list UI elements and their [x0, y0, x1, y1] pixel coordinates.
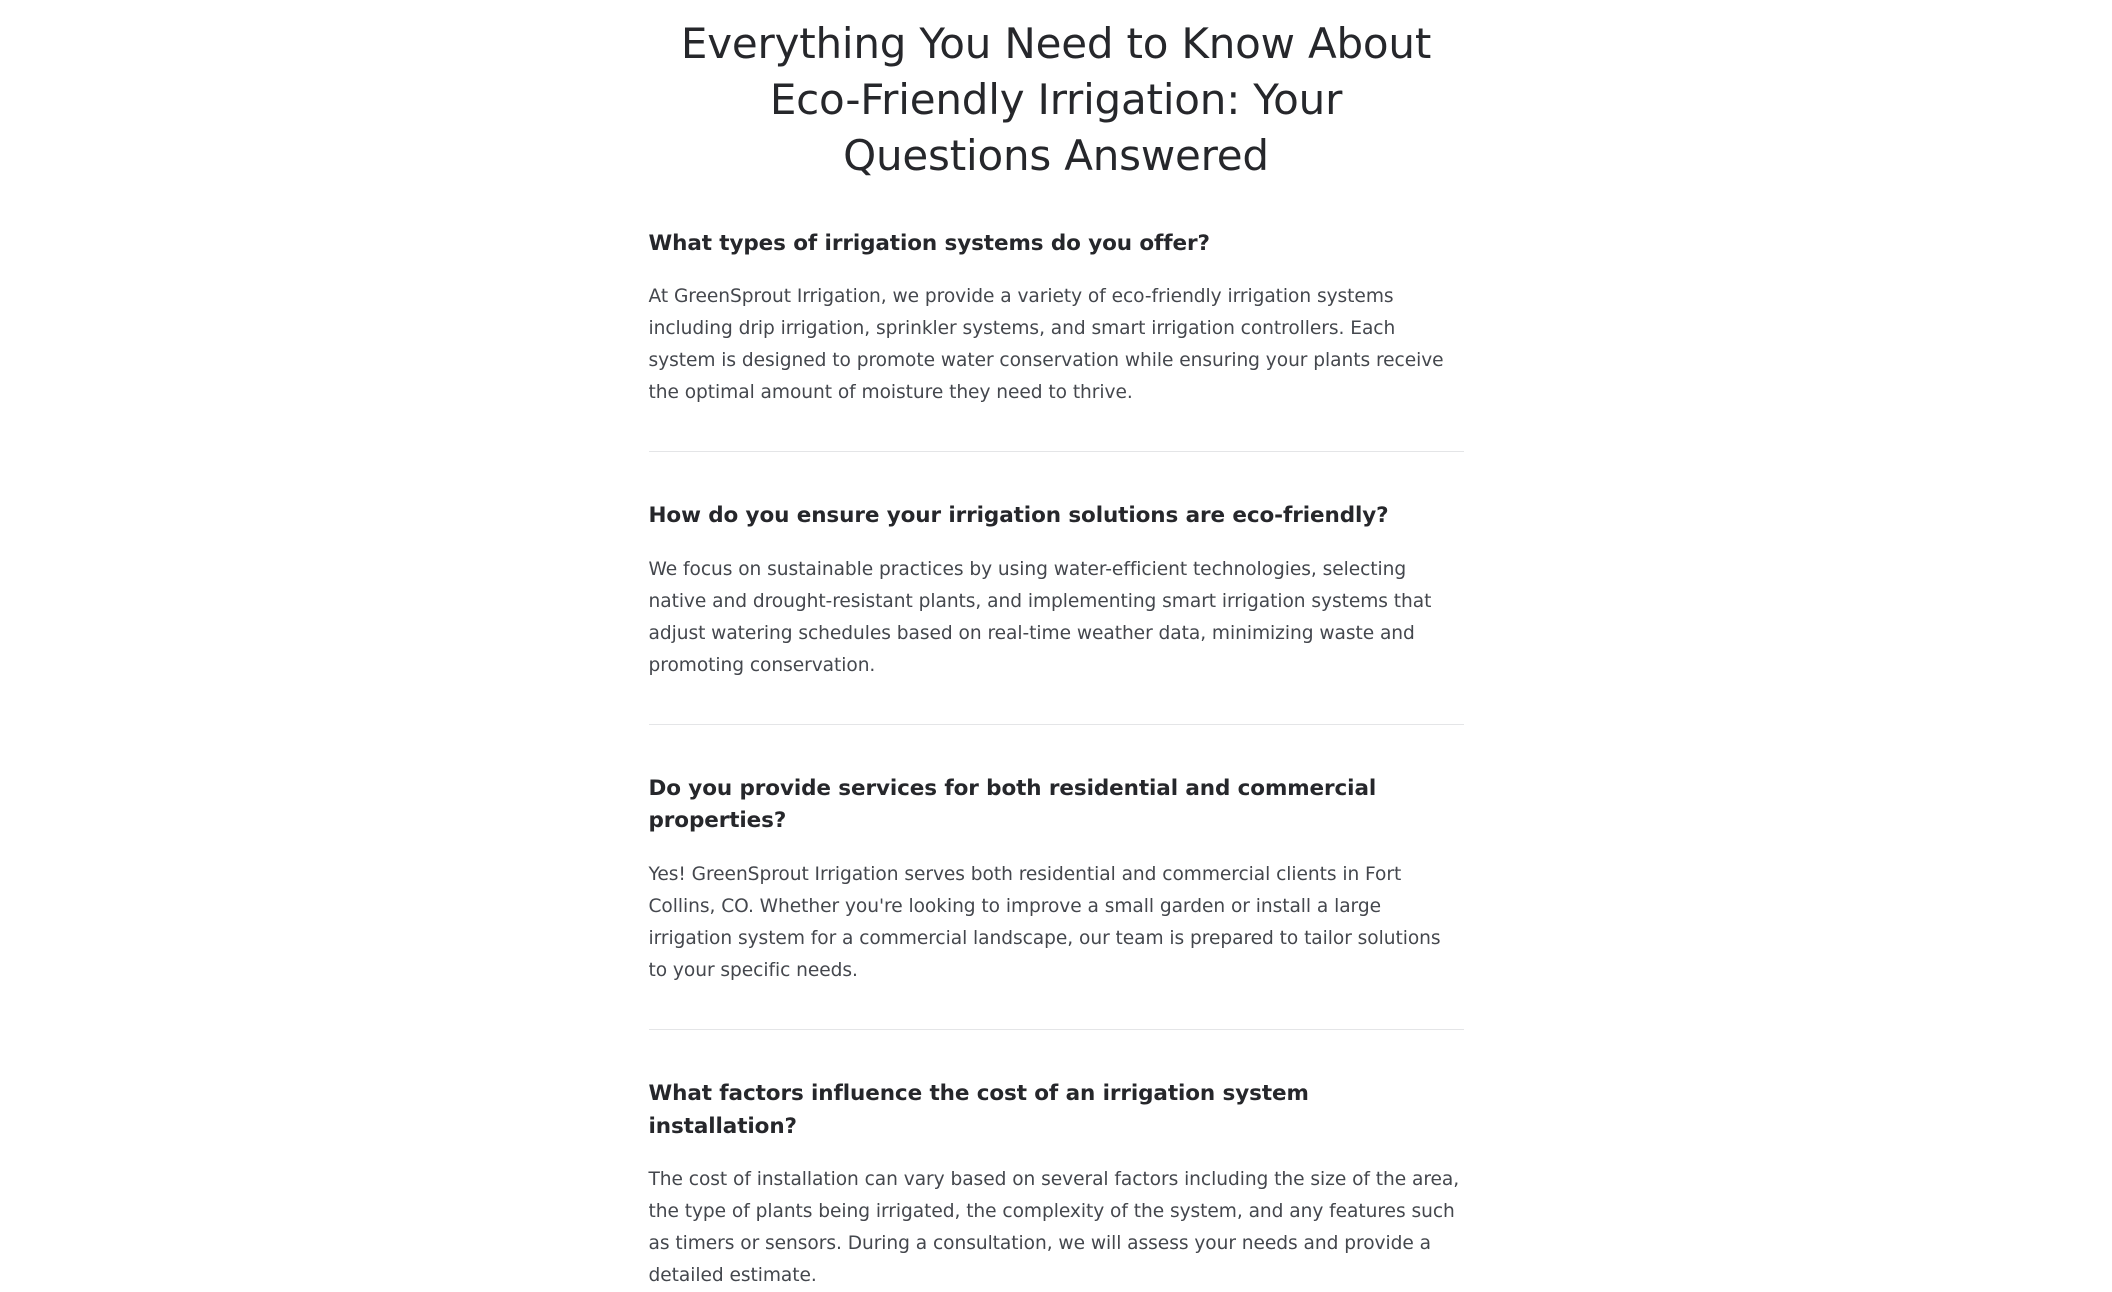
- page-title: Everything You Need to Know About Eco-Friendly Irrigation: Your Questions Answered: [680, 19, 1432, 180]
- faq-item: [649, 500, 1464, 682]
- faq-question[interactable]: What factors influence the cost of an irrigation system installation?: [648, 1080, 1309, 1139]
- faq-item: [649, 773, 1464, 987]
- faq-question[interactable]: What types of irrigation systems do you offer?: [648, 230, 1210, 256]
- faq-gap: [649, 452, 1464, 500]
- faq-answer: At GreenSprout Irrigation, we provide a variety of eco-friendly irrigation systems including drip irrigation, sprinkler systems, and smart irrigation controllers. Each system is designed to promote water conservation while ensuring your plants receive the optimal amount of moisture they need to thrive.: [648, 286, 1444, 404]
- faq-gap: [649, 725, 1464, 773]
- faq-question[interactable]: Do you provide services for both residential and commercial properties?: [648, 775, 1377, 834]
- faq-answer: We focus on sustainable practices by using water-efficient technologies, selecting native and drought-resistant plants, and implementing smart irrigation systems that adjust watering schedules based on real-time weather data, minimizing waste and promoting conservation.: [648, 558, 1432, 676]
- faq-question[interactable]: How do you ensure your irrigation solutions are eco-friendly?: [648, 503, 1389, 529]
- faq-gap: [649, 1030, 1464, 1078]
- faq-gap: [649, 682, 1464, 724]
- faq-gap: [649, 987, 1464, 1029]
- faq-list: [649, 184, 1464, 1292]
- faq-answer: The cost of installation can vary based on several factors including the size of the area, the type of plants being irrigated, the complexity of the system, and any features such as timers or sensors. During a consultation, we will assess your needs and provide a detailed estimate.: [648, 1169, 1460, 1287]
- faq-answer: Yes! GreenSprout Irrigation serves both residential and commercial clients in Fort Collins, CO. Whether you're looking to improve a small garden or install a large irrigation system for a commercial landscape, our team is prepared to tailor solutions to your specific needs.: [648, 864, 1441, 981]
- faq-item: [649, 228, 1464, 410]
- faq-item: [649, 1078, 1464, 1292]
- faq-gap: [649, 409, 1464, 451]
